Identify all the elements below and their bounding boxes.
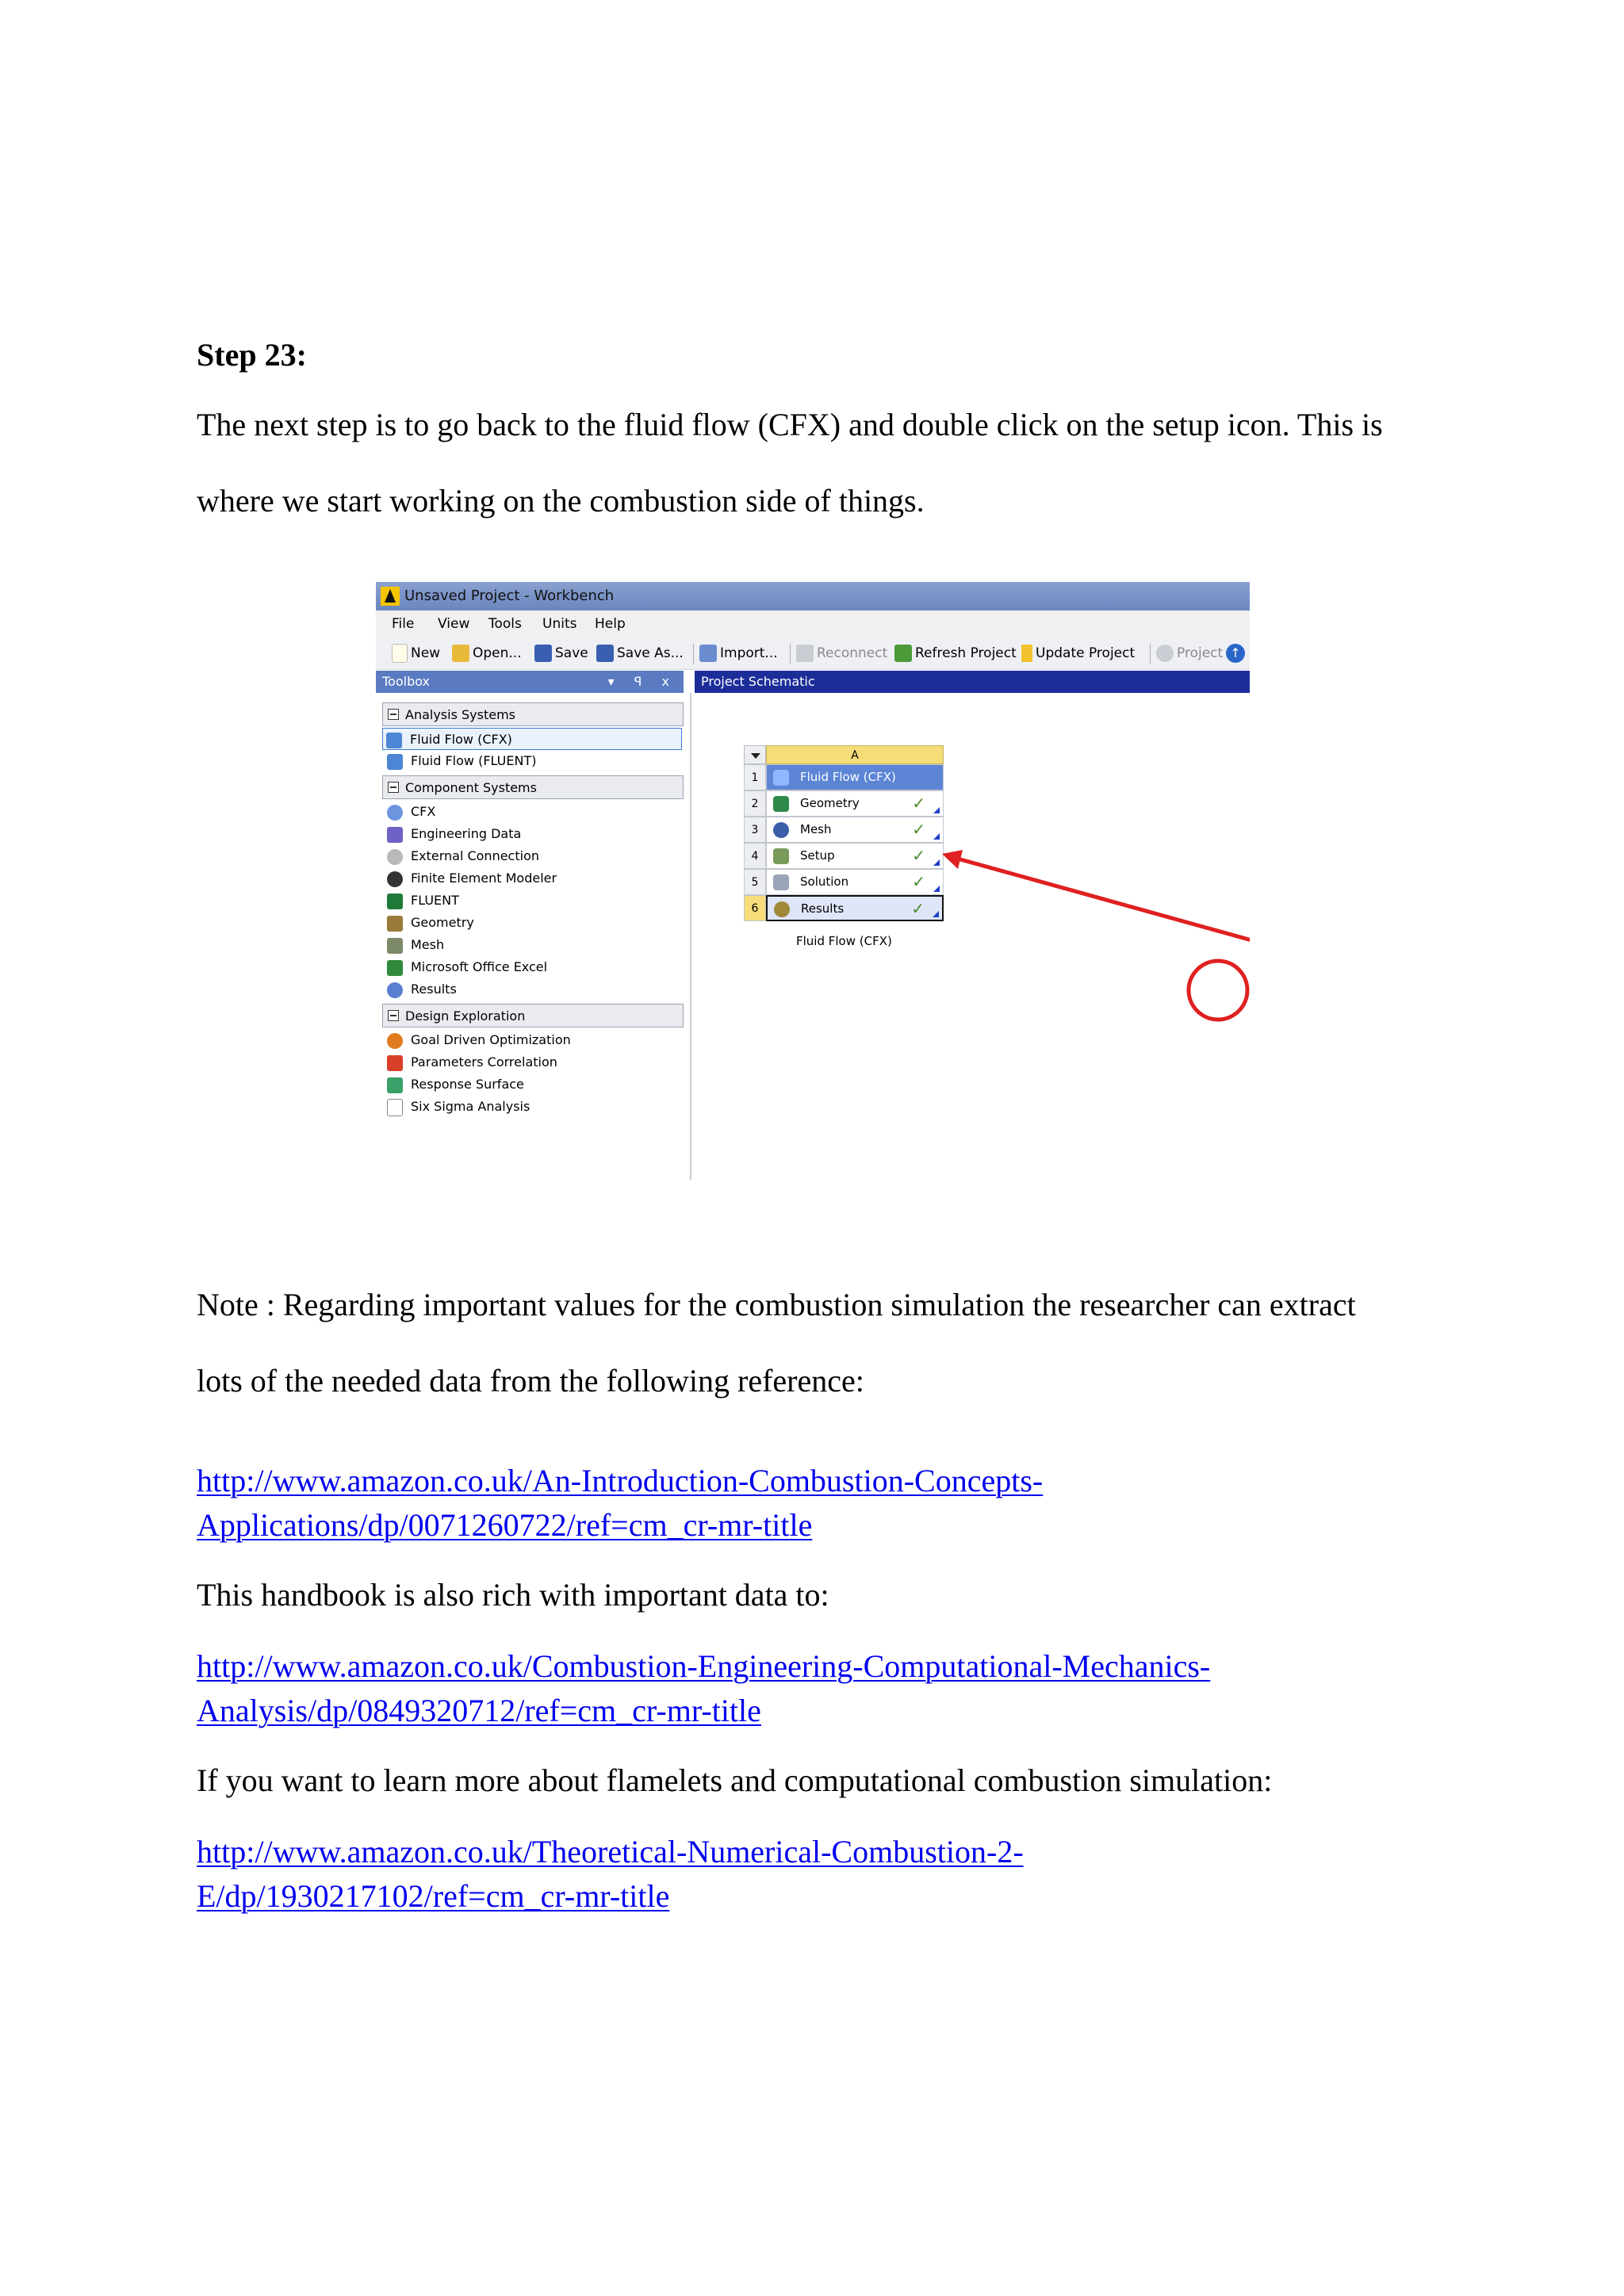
- toolbox-item-goal-driven-optimization[interactable]: Goal Driven Optimization: [384, 1029, 571, 1051]
- note-text-line-2: lots of the needed data from the following reference:: [197, 1363, 864, 1399]
- toolbar-separator: [790, 644, 791, 664]
- back-icon: [1156, 645, 1174, 662]
- row-label: Mesh: [800, 822, 832, 836]
- reconnect-icon: [796, 645, 814, 662]
- toolbox-item-fluid-flow-fluent[interactable]: Fluid Flow (FLUENT): [384, 750, 536, 772]
- refresh-project-button[interactable]: Refresh Project: [894, 637, 1017, 669]
- save-as-button[interactable]: Save As...: [596, 637, 684, 669]
- check-icon: ✓: [911, 899, 925, 918]
- toolbar-separator: [1150, 644, 1151, 664]
- toolbox-controls[interactable]: ▾ ꟼ x: [607, 674, 677, 689]
- system-caption[interactable]: Fluid Flow (CFX): [796, 934, 892, 948]
- reconnect-button[interactable]: Reconnect: [796, 637, 887, 669]
- reference-link-1-line-2[interactable]: Applications/dp/0071260722/ref=cm_cr-mr-title: [197, 1507, 813, 1543]
- response-surface-icon: [387, 1077, 403, 1093]
- toolbar-separator: [693, 644, 694, 664]
- toolbox-item-engineering-data[interactable]: Engineering Data: [384, 823, 521, 845]
- row-number: 4: [744, 843, 766, 869]
- reference-link-1-line-1[interactable]: http://www.amazon.co.uk/An-Introduction-Combustion-Concepts-: [197, 1463, 1044, 1498]
- check-icon: ✓: [912, 872, 925, 891]
- fluid-flow-icon: [387, 754, 403, 770]
- toolbar: [376, 637, 1250, 670]
- reference-link-3-line-1[interactable]: http://www.amazon.co.uk/Theoretical-Numerical-Combustion-2-: [197, 1834, 1024, 1869]
- row-number: 1: [744, 764, 766, 790]
- menu-bar: [376, 610, 1250, 637]
- toolbox-panel: [376, 693, 691, 1180]
- toolbox-item-results[interactable]: Results: [384, 978, 457, 1001]
- gear-icon: [387, 849, 403, 865]
- collapse-icon[interactable]: [388, 709, 399, 720]
- menu-file[interactable]: File: [392, 616, 415, 632]
- new-button[interactable]: New: [392, 637, 440, 669]
- row-label: Results: [801, 901, 845, 916]
- toolbox-item-response-surface[interactable]: Response Surface: [384, 1073, 524, 1096]
- toolbox-item-external-connection[interactable]: External Connection: [384, 845, 539, 867]
- new-file-icon: [392, 644, 408, 663]
- toolbox-item-mesh[interactable]: Mesh: [384, 934, 444, 956]
- workbench-screenshot: [376, 582, 1250, 1180]
- collapse-icon[interactable]: [388, 1010, 399, 1021]
- geometry-icon: [387, 916, 403, 932]
- annotation-overlay: [695, 693, 1250, 1180]
- up-button[interactable]: [1226, 637, 1245, 669]
- handbook-text: This handbook is also rich with important data to:: [197, 1577, 829, 1613]
- row-label: Fluid Flow (CFX): [800, 770, 896, 784]
- menu-tools[interactable]: Tools: [488, 616, 522, 632]
- lightning-icon: [1021, 645, 1032, 662]
- project-schematic: [695, 693, 1250, 1180]
- toolbox-item-cfx[interactable]: CFX: [384, 801, 435, 823]
- reference-link-2-line-1[interactable]: http://www.amazon.co.uk/Combustion-Engineering-Computational-Mechanics-: [197, 1648, 1211, 1684]
- six-sigma-icon: [387, 1099, 403, 1116]
- toolbox-item-fluid-flow-cfx[interactable]: Fluid Flow (CFX): [382, 728, 682, 750]
- check-icon: ✓: [912, 846, 925, 865]
- save-button[interactable]: Save: [534, 637, 588, 669]
- annotation-circle: [1189, 961, 1247, 1020]
- up-arrow-icon: ↑: [1226, 644, 1245, 663]
- row-number: 3: [744, 817, 766, 843]
- row-number: 6: [744, 895, 766, 921]
- menu-view[interactable]: View: [438, 616, 470, 632]
- folder-icon: [452, 645, 469, 662]
- annotation-arrow-line: [955, 858, 1250, 961]
- fluent-icon: [387, 894, 403, 909]
- step-heading: Step 23:: [197, 337, 307, 373]
- correlation-icon: [387, 1055, 403, 1071]
- save-as-icon: [596, 645, 614, 662]
- excel-icon: [387, 960, 403, 976]
- mesh-icon: [387, 938, 403, 954]
- optimization-icon: [387, 1033, 403, 1049]
- toolbox-item-finite-element-modeler[interactable]: Finite Element Modeler: [384, 867, 557, 890]
- window-titlebar: [376, 582, 1250, 610]
- row-number: 5: [744, 869, 766, 895]
- intro-text-line-1: The next step is to go back to the fluid flow (CFX) and double click on the setup icon. This is: [197, 407, 1383, 442]
- reference-link-3-line-2[interactable]: E/dp/1930217102/ref=cm_cr-mr-title: [197, 1878, 670, 1914]
- window-title: Unsaved Project - Workbench: [404, 587, 615, 604]
- project-back-button[interactable]: Project: [1156, 637, 1223, 669]
- note-text-line-1: Note : Regarding important values for the combustion simulation the researcher can extract: [197, 1287, 1356, 1322]
- group-analysis-systems[interactable]: Analysis Systems: [382, 702, 684, 726]
- check-icon: ✓: [912, 820, 925, 839]
- flamelets-text: If you want to learn more about flamelets and computational combustion simulation:: [197, 1762, 1273, 1798]
- row-number: 2: [744, 790, 766, 817]
- open-button[interactable]: Open...: [452, 637, 522, 669]
- fluid-flow-icon: [386, 733, 402, 748]
- toolbox-item-fluent[interactable]: FLUENT: [384, 890, 459, 912]
- system-column-header: A: [766, 745, 944, 764]
- menu-help[interactable]: Help: [595, 616, 626, 632]
- schematic-title: Project Schematic: [701, 674, 815, 689]
- menu-units[interactable]: Units: [542, 616, 577, 632]
- toolbox-item-six-sigma[interactable]: Six Sigma Analysis: [384, 1096, 530, 1118]
- row-label: Solution: [800, 874, 849, 889]
- toolbox-header: [376, 671, 684, 693]
- ansys-logo-icon: [381, 587, 400, 606]
- results-icon: [387, 982, 403, 998]
- row-label: Geometry: [800, 796, 860, 810]
- group-component-systems[interactable]: Component Systems: [382, 775, 684, 799]
- toolbox-title: Toolbox: [382, 674, 430, 689]
- intro-text-line-2: where we start working on the combustion side of things.: [197, 483, 925, 519]
- engineering-data-icon: [387, 827, 403, 843]
- refresh-icon: [894, 645, 912, 662]
- row-label: Setup: [800, 848, 835, 863]
- cfx-icon: [387, 805, 403, 821]
- import-icon: [699, 645, 717, 662]
- toolbox-item-geometry[interactable]: Geometry: [384, 912, 474, 934]
- schematic-header: [695, 671, 1250, 693]
- reference-link-2-line-2[interactable]: Analysis/dp/0849320712/ref=cm_cr-mr-title: [197, 1693, 761, 1728]
- collapse-icon[interactable]: [388, 782, 399, 793]
- save-icon: [534, 645, 552, 662]
- import-button[interactable]: Import...: [699, 637, 778, 669]
- update-project-button[interactable]: Update Project: [1021, 637, 1135, 669]
- toolbox-item-parameters-correlation[interactable]: Parameters Correlation: [384, 1051, 557, 1073]
- toolbox-item-excel[interactable]: Microsoft Office Excel: [384, 956, 547, 978]
- annotation-arrowhead: [942, 850, 963, 869]
- group-design-exploration[interactable]: Design Exploration: [382, 1004, 684, 1027]
- fe-modeler-icon: [387, 871, 403, 887]
- check-icon: ✓: [912, 794, 925, 813]
